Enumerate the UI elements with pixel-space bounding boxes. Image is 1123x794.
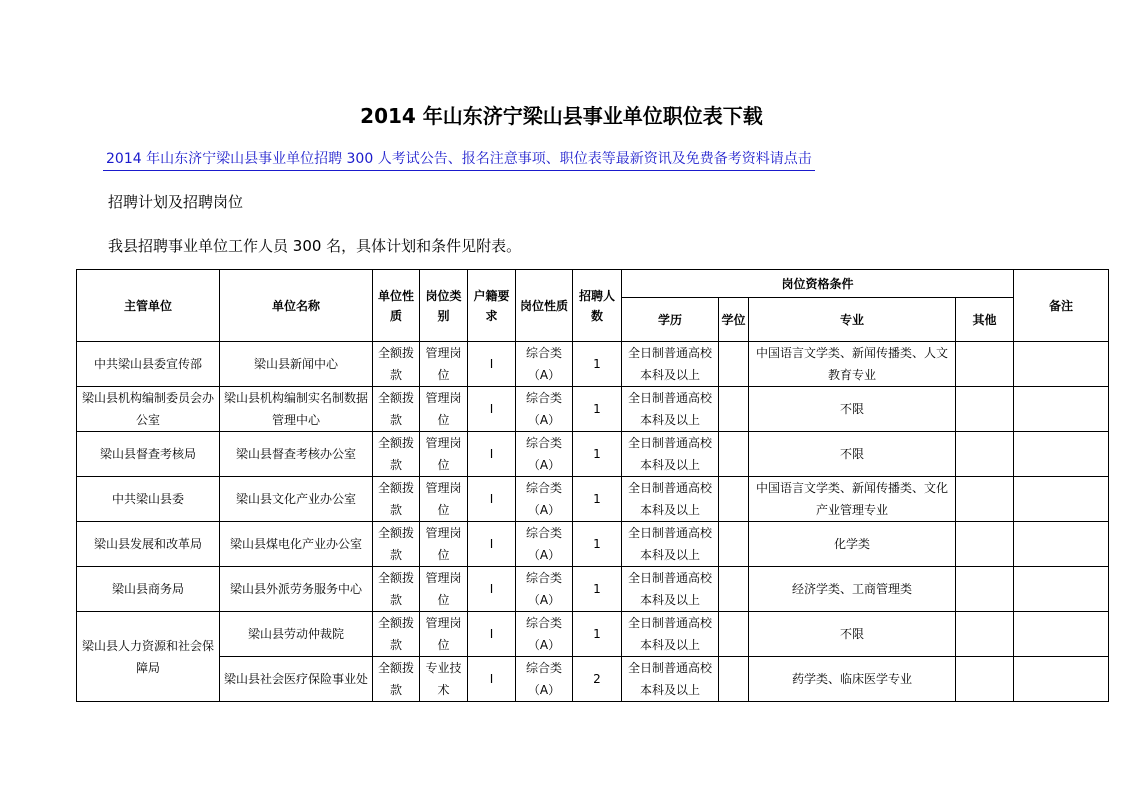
cell-count: 1 [573,432,622,477]
cell-major: 中国语言文学类、新闻传播类、人文教育专业 [749,342,956,387]
table-row [77,612,1109,657]
cell-degree [719,657,749,702]
cell-category: 专业技术 [420,657,468,702]
table-row [77,657,1109,702]
cell-other [956,522,1014,567]
cell-major: 不限 [749,612,956,657]
cell-nature: 全额拨款 [373,612,420,657]
cell-job-nature: 综合类（A） [516,477,573,522]
cell-major: 中国语言文学类、新闻传播类、文化产业管理专业 [749,477,956,522]
cell-other [956,387,1014,432]
cell-count: 1 [573,612,622,657]
cell-major: 经济学类、工商管理类 [749,567,956,612]
cell-major: 不限 [749,387,956,432]
header-nature: 单位性质 [373,270,420,342]
cell-count: 1 [573,477,622,522]
cell-job-nature: 综合类（A） [516,432,573,477]
cell-degree [719,477,749,522]
cell-remarks [1014,387,1109,432]
cell-nature: 全额拨款 [373,387,420,432]
cell-category: 管理岗位 [420,567,468,612]
cell-nature: 全额拨款 [373,657,420,702]
cell-education: 全日制普通高校本科及以上 [622,612,719,657]
header-dept: 主管单位 [77,270,220,342]
cell-major: 化学类 [749,522,956,567]
cell-job-nature: 综合类（A） [516,567,573,612]
cell-nature: 全额拨款 [373,567,420,612]
cell-hukou: I [468,477,516,522]
cell-degree [719,612,749,657]
table-row [77,522,1109,567]
cell-job-nature: 综合类（A） [516,522,573,567]
header-unit: 单位名称 [220,270,373,342]
cell-hukou: I [468,342,516,387]
cell-dept: 梁山县发展和改革局 [77,522,220,567]
cell-remarks [1014,432,1109,477]
cell-category: 管理岗位 [420,522,468,567]
cell-remarks [1014,522,1109,567]
cell-hukou: I [468,567,516,612]
cell-count: 2 [573,657,622,702]
cell-nature: 全额拨款 [373,522,420,567]
cell-job-nature: 综合类（A） [516,657,573,702]
cell-category: 管理岗位 [420,342,468,387]
cell-unit: 梁山县新闻中心 [220,342,373,387]
cell-other [956,432,1014,477]
cell-major: 药学类、临床医学专业 [749,657,956,702]
cell-dept: 梁山县督查考核局 [77,432,220,477]
cell-hukou: I [468,387,516,432]
cell-unit: 梁山县文化产业办公室 [220,477,373,522]
cell-category: 管理岗位 [420,477,468,522]
cell-remarks [1014,657,1109,702]
cell-category: 管理岗位 [420,612,468,657]
cell-education: 全日制普通高校本科及以上 [622,387,719,432]
cell-dept: 中共梁山县委宣传部 [77,342,220,387]
cell-nature: 全额拨款 [373,342,420,387]
cell-degree [719,342,749,387]
header-category: 岗位类别 [420,270,468,342]
cell-count: 1 [573,387,622,432]
cell-major: 不限 [749,432,956,477]
header-education: 学历 [622,298,719,342]
cell-count: 1 [573,342,622,387]
cell-hukou: I [468,612,516,657]
cell-dept: 中共梁山县委 [77,477,220,522]
section-heading: 招聘计划及招聘岗位 [108,193,244,211]
cell-other [956,477,1014,522]
intro-paragraph: 我县招聘事业单位工作人员 300 名，具体计划和条件见附表。 [108,237,522,255]
cell-dept: 梁山县机构编制委员会办公室 [77,387,220,432]
cell-count: 1 [573,522,622,567]
cell-education: 全日制普通高校本科及以上 [622,342,719,387]
header-count: 招聘人数 [573,270,622,342]
header-hukou: 户籍要求 [468,270,516,342]
cell-category: 管理岗位 [420,387,468,432]
header-qualifications: 岗位资格条件 [622,270,1014,298]
table-row [77,387,1109,432]
cell-degree [719,432,749,477]
table-row [77,477,1109,522]
table-row [77,342,1109,387]
cell-remarks [1014,342,1109,387]
cell-dept: 梁山县商务局 [77,567,220,612]
cell-hukou: I [468,522,516,567]
cell-remarks [1014,477,1109,522]
cell-unit: 梁山县机构编制实名制数据管理中心 [220,387,373,432]
cell-other [956,342,1014,387]
cell-unit: 梁山县社会医疗保险事业处 [220,657,373,702]
cell-education: 全日制普通高校本科及以上 [622,567,719,612]
header-remarks: 备注 [1014,270,1109,342]
cell-hukou: I [468,657,516,702]
cell-degree [719,387,749,432]
cell-degree [719,522,749,567]
header-major: 专业 [749,298,956,342]
cell-other [956,657,1014,702]
cell-remarks [1014,612,1109,657]
table-row [77,567,1109,612]
cell-nature: 全额拨款 [373,432,420,477]
cell-job-nature: 综合类（A） [516,387,573,432]
cell-job-nature: 综合类（A） [516,342,573,387]
cell-education: 全日制普通高校本科及以上 [622,657,719,702]
cell-unit: 梁山县劳动仲裁院 [220,612,373,657]
cell-education: 全日制普通高校本科及以上 [622,432,719,477]
cell-nature: 全额拨款 [373,477,420,522]
header-other: 其他 [956,298,1014,342]
cell-other [956,567,1014,612]
table-row [77,432,1109,477]
cell-unit: 梁山县外派劳务服务中心 [220,567,373,612]
cell-category: 管理岗位 [420,432,468,477]
cell-job-nature: 综合类（A） [516,612,573,657]
cell-other [956,612,1014,657]
position-table [76,269,1109,702]
notice-link[interactable]: 2014 年山东济宁梁山县事业单位招聘 300 人考试公告、报名注意事项、职位表等最新资讯及免费备考资料请点击 [103,148,815,171]
cell-education: 全日制普通高校本科及以上 [622,522,719,567]
cell-unit: 梁山县煤电化产业办公室 [220,522,373,567]
header-degree: 学位 [719,298,749,342]
cell-education: 全日制普通高校本科及以上 [622,477,719,522]
page-title: 2014 年山东济宁梁山县事业单位职位表下载 [360,104,763,128]
cell-hukou: I [468,432,516,477]
cell-remarks [1014,567,1109,612]
cell-degree [719,567,749,612]
cell-dept: 梁山县人力资源和社会保障局 [77,612,220,702]
header-job-nature: 岗位性质 [516,270,573,342]
cell-count: 1 [573,567,622,612]
cell-unit: 梁山县督查考核办公室 [220,432,373,477]
